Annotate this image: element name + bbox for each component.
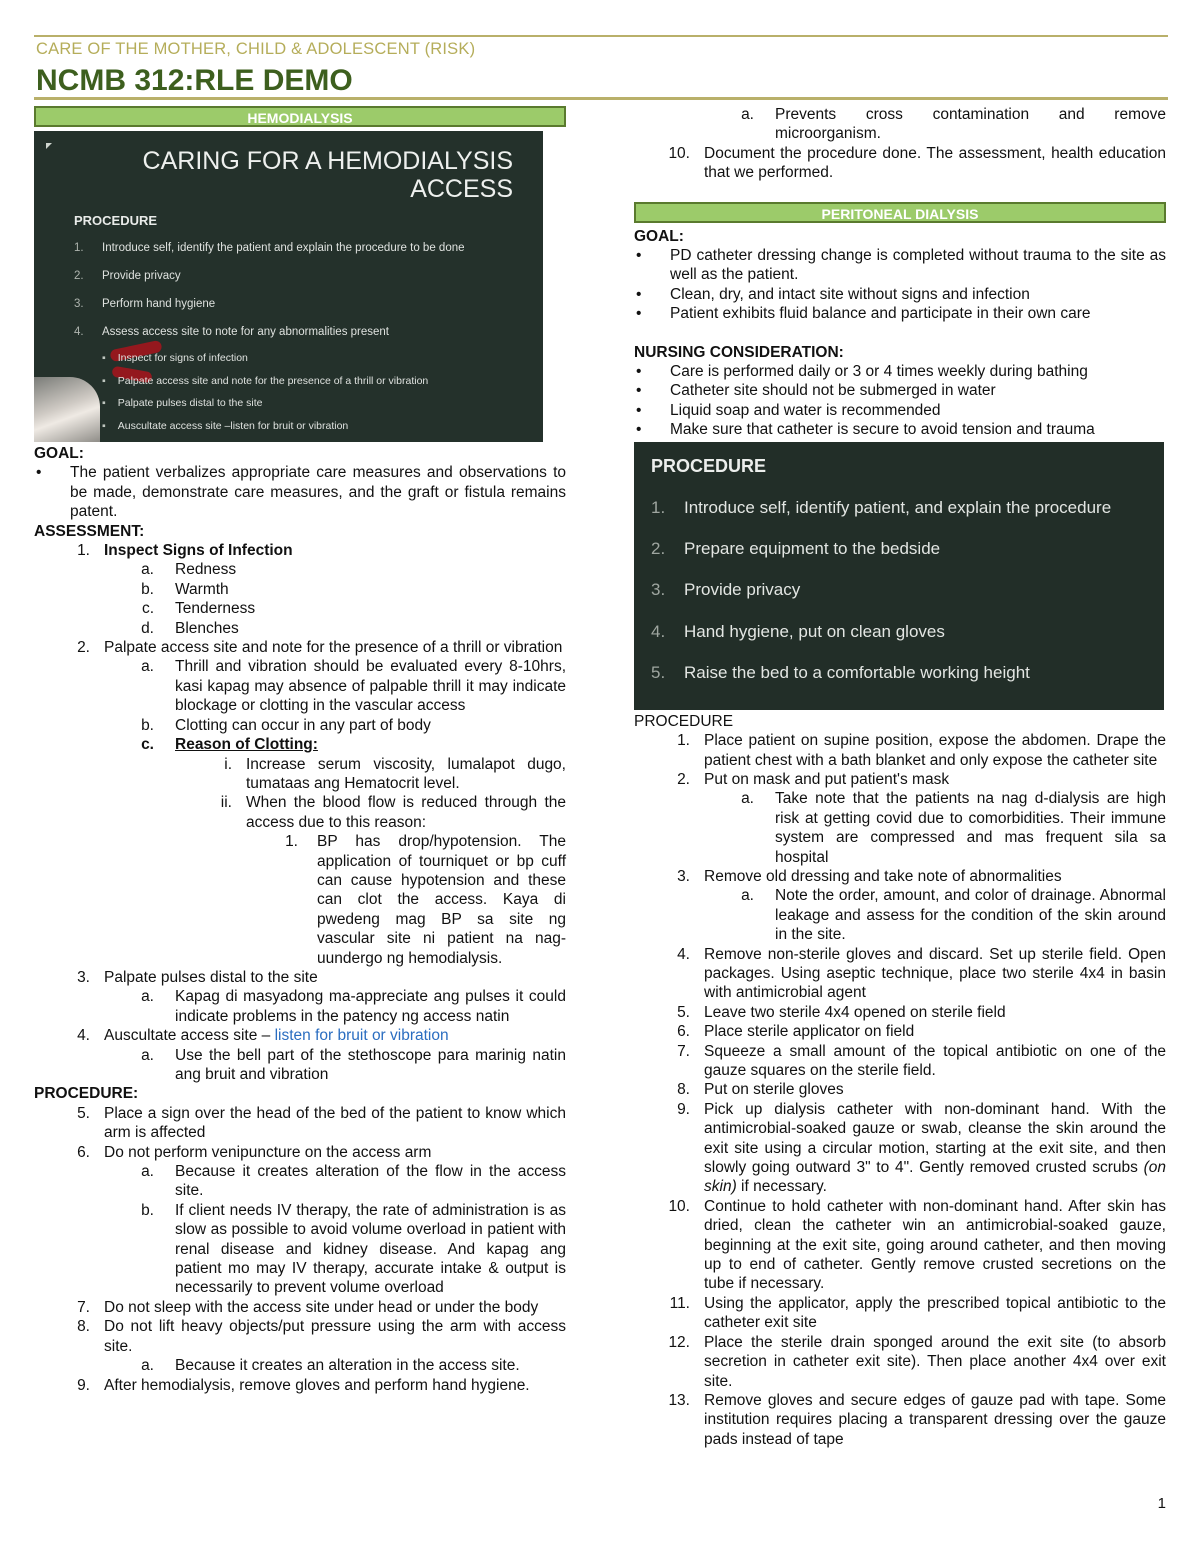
procedure-heading: PROCEDURE: [34,1085,139,1103]
list-item-text: Place the sterile drain sponged around the exit site (to absorb secretion in catheter exit site). Then place another 4x4 over exit site. [704,1333,1166,1390]
slide-step-number: 3. [74,298,84,310]
slide-step [651,539,940,558]
list-item: a. Take note that the patients na nag d-dialysis are high risk at getting covid due to comorbidities. Their immune system are compressed and mas frequent sila sa hospital [741,790,1166,866]
list-item: 3. Palpate pulses distal to the site [34,968,566,987]
nursing-bullet: • Catheter site should not be submerged in water [634,381,1166,400]
slide-bullet: ▪ Palpate pulses distal to the site [102,394,263,413]
goal-text: The patient verbalizes appropriate care measures and observations to be made, demonstrate care measures, and the graft or fistula remains patent. [70,464,566,521]
assessment-heading: ASSESSMENT: [34,522,145,540]
hemodialysis-slide-image [34,131,543,442]
list-item: 4. Remove non-sterile gloves and discard. Set up sterile field. Open packages. Using aseptic technique, place two sterile 4x4 in basin with antimicrobial agent [677,945,1166,1002]
pd-procedure-heading: PROCEDURE [634,712,734,730]
list-item: 1. Inspect Signs of Infection [34,541,566,560]
list-item-text: Do not sleep with the access site under head or under the body [104,1298,539,1316]
list-item: d. Blenches [34,619,566,638]
list-item-text: Put on sterile gloves [704,1081,844,1099]
list-item: ii. When the blood flow is reduced through the access due to this reason: [220,794,566,831]
list-item-text: Kapag di masyadong ma-appreciate ang pulses it could indicate problems in the patency ng access natin [175,988,566,1025]
slide-step-number: 2. [74,270,84,282]
slide-title-line2: ACCESS [410,175,513,203]
list-item: 6. Place sterile applicator on field [634,1022,1166,1041]
slide-step [651,498,1111,517]
slide-step-text: Provide privacy [102,270,181,282]
list-item-text: Palpate access site and note for the presence of a thrill or vibration [104,639,563,657]
step9-italic: (on skin) [704,1159,1166,1196]
slide-step [651,622,945,641]
list-item-text: Because it creates an alteration in the access site. [175,1357,520,1375]
goal-text: Clean, dry, and intact site without signs and infection [670,285,1030,303]
goal-text: PD catheter dressing change is completed without trauma to the site as well as the patient. [670,247,1166,284]
nursing-bullet: • Make sure that catheter is secure to avoid tension and trauma [634,420,1166,439]
slide-title [143,147,513,203]
list-item: 9. Pick up dialysis catheter with non-dominant hand. With the antimicrobial-soaked gauze or swab, cleanse the skin around the exit site using a circular motion, starting at the exit site, and then slowly going outward 3" to 4". Gently removed crusted scrubs (on skin) if necessary. [677,1100,1166,1196]
list-item: a. Because it creates an alteration in the access site. [34,1356,566,1375]
slide-procedure-heading: PROCEDURE [74,213,158,228]
list-item-text: Remove gloves and secure edges of gauze pad with tape. Some institution requires placing a transparent dressing over the gauze pads instead of tape [704,1391,1166,1448]
goal-bullet: • Clean, dry, and intact site without signs and infection [634,285,1166,304]
slide-step [74,295,215,314]
peritoneal-slide-image [634,442,1164,710]
list-item: a. Kapag di masyadong ma-appreciate ang pulses it could indicate problems in the patency ng access natin [141,988,566,1025]
list-item-text: Using the applicator, apply the prescribed topical antibiotic to the catheter exit site [704,1294,1166,1332]
list-item: 6. Do not perform venipuncture on the access arm [34,1143,566,1162]
list-item-text: Increase serum viscosity, lumalapot dugo, tumataas ang Hematocrit level. [246,755,566,792]
slide-step-text: Raise the bed to a comfortable working height [684,662,1030,682]
slide-step-text: Introduce self, identify the patient and explain the procedure to be done [102,242,465,254]
list-item-text: Remove non-sterile gloves and discard. Set up sterile field. Open packages. Using aseptic technique, place two sterile 4x4 in basin with antimicrobial agent [704,945,1166,1002]
list-item: 10. Document the procedure done. The assessment, health education that we performed. [668,144,1166,182]
list-item-text: Place sterile applicator on field [704,1023,915,1041]
list-item-text: Leave two sterile 4x4 opened on sterile field [704,1003,1006,1021]
hand-photo [34,377,100,442]
list-item-text: BP has drop/hypotension. The application of tourniquet or bp cuff can cause hypotension and these can clot the access. Kaya di pwedeng mag BP sa site ng vascular site ni patient na nag-uundergo ng hemodialysis. [317,833,566,967]
slide-step-text: Hand hygiene, put on clean gloves [684,621,945,641]
document-title: NCMB 312:RLE DEMO [36,64,353,97]
slide-corner-mark [46,143,52,149]
goal-text: Patient exhibits fluid balance and participate in their own care [670,305,1091,323]
list-item: 3. Remove old dressing and take note of abnormalities [634,867,1166,886]
list-item: c. Reason of Clotting: [34,735,566,754]
slide-step-text: Introduce self, identify patient, and explain the procedure [684,497,1112,517]
list-item-text: Do not lift heavy objects/put pressure using the arm with access site. [104,1318,566,1355]
list-item-text: Document the procedure done. The assessment, health education that we performed. [704,144,1166,182]
list-item-text: Continue to hold catheter with non-dominant hand. After skin has dried, clean the catheter win an antimicrobial-soaked gauze, beginning at the exit site, going around catheter, and then moving up to end of catheter. Gently remove crusted secretions on the tube if necessary. [704,1197,1166,1293]
slide-step-text: Prepare equipment to the bedside [684,538,941,558]
list-item-text: Tenderness [175,600,256,618]
slide-step [74,239,465,258]
slide-step-number: 2. [651,538,666,558]
slide-title-line1: CARING FOR A HEMODIALYSIS [142,147,513,175]
list-item-text: Squeeze a small amount of the topical antibiotic on one of the gauze squares on the sterile field. [704,1042,1166,1079]
page-number: 1 [1157,1495,1166,1512]
nursing-bullet: • Care is performed daily or 3 or 4 times weekly during bathing [634,362,1166,381]
left-column [34,106,566,1395]
list-item-text [704,1100,1166,1197]
list-item-text: Remove old dressing and take note of abnormalities [704,867,1062,885]
slide-step-number: 3. [651,579,666,599]
list-item: 2. Palpate access site and note for the presence of a thrill or vibration [34,638,566,657]
list-item: 1. BP has drop/hypotension. The application of tourniquet or bp cuff can cause hypotension and these can clot the access. Kaya di pwedeng mag BP sa site ng vascular site ni patient na nag-uundergo ng hemodialysis. [285,833,566,967]
list-item-text: Reason of Clotting: [175,736,318,754]
slide-step-number: 1. [74,242,84,254]
list-item-text: Note the order, amount, and color of drainage. Abnormal leakage and assess for the condition of the skin around in the site. [775,887,1166,944]
list-item: a. Note the order, amount, and color of drainage. Abnormal leakage and assess for the condition of the skin around in the site. [741,887,1166,944]
list-item: i. Increase serum viscosity, lumalapot dugo, tumataas ang Hematocrit level. [224,755,566,792]
slide-step-number: 1. [651,497,666,517]
list-item: 7. Squeeze a small amount of the topical antibiotic on one of the gauze squares on the sterile field. [677,1042,1166,1079]
list-item-text: If client needs IV therapy, the rate of administration is as slow as possible to avoid volume overload in patient with renal disease and kidney disease. And kapag ang patient mo may IV therapy, accurate intake & output is necessarily to prevent volume overload [175,1201,566,1297]
nursing-consideration-heading: NURSING CONSIDERATION: [634,343,844,361]
list-item-text: Put on mask and put patient's mask [704,770,950,788]
course-subject: CARE OF THE MOTHER, CHILD & ADOLESCENT (RISK) [36,40,476,58]
list-item-text: Use the bell part of the stethoscope para marinig natin ang bruit and vibration [175,1046,566,1083]
list-item-text: Blenches [175,619,239,637]
list-item-text: Warmth [175,580,229,598]
pd-goal-heading: GOAL: [634,227,684,245]
slide-step-text: Perform hand hygiene [102,298,216,310]
list-item-text: Take note that the patients na nag d-dialysis are high risk at getting covid due to comorbidities. Their immune system are compressed and mas frequent sila sa hospital [775,790,1166,866]
list-item: a. Use the bell part of the stethoscope para marinig natin ang bruit and vibration [141,1046,566,1083]
list-item: 5. Leave two sterile 4x4 opened on sterile field [634,1003,1166,1022]
list-item: 1. Place patient on supine position, expose the abdomen. Drape the patient chest with a bath blanket and only expose the catheter site [677,732,1166,769]
list-item-text: Redness [175,561,237,579]
header-top-rule [34,35,1168,37]
list-item: c. Tenderness [34,599,566,618]
list-item: 5. Place a sign over the head of the bed of the patient to know which arm is affected [77,1104,566,1142]
goal-bullet: • PD catheter dressing change is completed without trauma to the site as well as the patient. [636,247,1166,284]
goal-bullet: • The patient verbalizes appropriate care measures and observations to be made, demonstrate care measures, and the graft or fistula remains patent. [36,464,566,521]
nursing-text: Care is performed daily or 3 or 4 times weekly during bathing [670,363,1088,381]
auscultate-text: Auscultate access site – [104,1027,275,1045]
slide-bullet: ▪ Auscultate access site –listen for bruit or vibration [102,417,348,436]
list-item-text: Palpate pulses distal to the site [104,968,318,986]
list-item-text: Place patient on supine position, expose the abdomen. Drape the patient chest with a bath blanket and only expose the catheter site [704,732,1166,769]
slide-bullet: ▪ Inspect for signs of infection [102,349,248,368]
hemodialysis-banner: HEMODIALYSIS [34,106,566,127]
list-item: 10. Continue to hold catheter with non-dominant hand. After skin has dried, clean the catheter win an antimicrobial-soaked gauze, beginning at the exit site, going around catheter, and then moving up to end of catheter. Gently remove crusted secretions on the tube if necessary. [668,1197,1166,1293]
goal-bullet: • Patient exhibits fluid balance and participate in their own care [634,304,1166,323]
nursing-text: Liquid soap and water is recommended [670,401,941,419]
list-item: b. Clotting can occur in any part of body [34,716,566,735]
list-item: 2. Put on mask and put patient's mask [634,770,1166,789]
slide-step-text: Assess access site to note for any abnormalities present [102,326,390,338]
slide-step [74,323,389,342]
step9-text-end: if necessary. [736,1178,827,1196]
list-item: b. Warmth [34,580,566,599]
goal-heading: GOAL: [34,445,84,462]
list-item: 12. Place the sterile drain sponged around the exit site (to absorb secretion in catheter exit site). Then place another 4x4 over exit site. [668,1333,1166,1390]
slide-step [74,267,181,286]
bruit-highlight: listen for bruit or vibration [274,1027,449,1045]
slide-bullet: ▪ Palpate access site and note for the presence of a thrill or vibration [102,372,428,391]
slide-step-number: 4. [651,621,666,641]
list-item-text: Inspect Signs of Infection [104,542,293,560]
slide-step-text: Provide privacy [684,579,801,599]
list-item-text: Do not perform venipuncture on the access arm [104,1143,432,1161]
list-item: a. Because it creates alteration of the flow in the access site. [141,1163,566,1200]
list-item: 8. Put on sterile gloves [634,1080,1166,1099]
header-bottom-rule [34,97,1168,100]
list-item-text: After hemodialysis, remove gloves and perform hand hygiene. [104,1376,530,1394]
list-item-text: Because it creates alteration of the flow in the access site. [175,1163,566,1200]
list-item: a. Prevents cross contamination and remove microorganism. [741,106,1166,143]
slide-step [651,663,1030,682]
list-item: 7. Do not sleep with the access site under head or under the body [34,1298,566,1317]
list-item-text: Prevents cross contamination and remove microorganism. [775,106,1166,143]
list-item-text: Clotting can occur in any part of body [175,716,431,734]
list-item-text: Thrill and vibration should be evaluated every 8-10hrs, kasi kapag may absence of palpable thrill it may indicate blockage or clotting in the vascular access [175,658,566,715]
list-item: 11. Using the applicator, apply the prescribed topical antibiotic to the catheter exit site [669,1294,1166,1332]
list-item-text: Place a sign over the head of the bed of the patient to know which arm is affected [104,1104,566,1142]
list-item-text: When the blood flow is reduced through the access due to this reason: [246,794,566,831]
list-item: a. Redness [34,560,566,579]
slide-step-number: 4. [74,326,84,338]
list-item: 9. After hemodialysis, remove gloves and perform hand hygiene. [34,1376,566,1395]
slide-step-number: 5. [651,662,666,682]
slide-procedure-heading: PROCEDURE [651,455,767,476]
list-item: 13. Remove gloves and secure edges of gauze pad with tape. Some institution requires placing a transparent dressing over the gauze pads instead of tape [668,1391,1166,1448]
list-item: a. Thrill and vibration should be evaluated every 8-10hrs, kasi kapag may absence of palpable thrill it may indicate blockage or clotting in the vascular access [141,658,566,715]
list-item: b. If client needs IV therapy, the rate of administration is as slow as possible to avoid volume overload in patient with renal disease and kidney disease. And kapag ang patient mo may IV therapy, accurate intake & output is necessarily to prevent volume overload [141,1201,566,1297]
peritoneal-dialysis-banner: PERITONEAL DIALYSIS [634,202,1166,223]
nursing-text: Make sure that catheter is secure to avoid tension and trauma [670,421,1095,439]
slide-step [651,580,800,599]
nursing-text: Catheter site should not be submerged in water [670,382,996,400]
right-column [634,105,1166,1449]
list-item: 4. Auscultate access site – listen for bruit or vibration [34,1026,566,1045]
nursing-bullet: • Liquid soap and water is recommended [634,401,1166,420]
list-item: 8. Do not lift heavy objects/put pressure using the arm with access site. [77,1318,566,1355]
step9-text: Pick up dialysis catheter with non-dominant hand. With the antimicrobial-soaked gauze or swab, cleanse the skin around the exit site using a circular motion, starting at the exit site, and then slowly going outward 3" to 4". Gently removed crusted scrubs [704,1100,1166,1177]
list-item-text [104,1026,566,1045]
